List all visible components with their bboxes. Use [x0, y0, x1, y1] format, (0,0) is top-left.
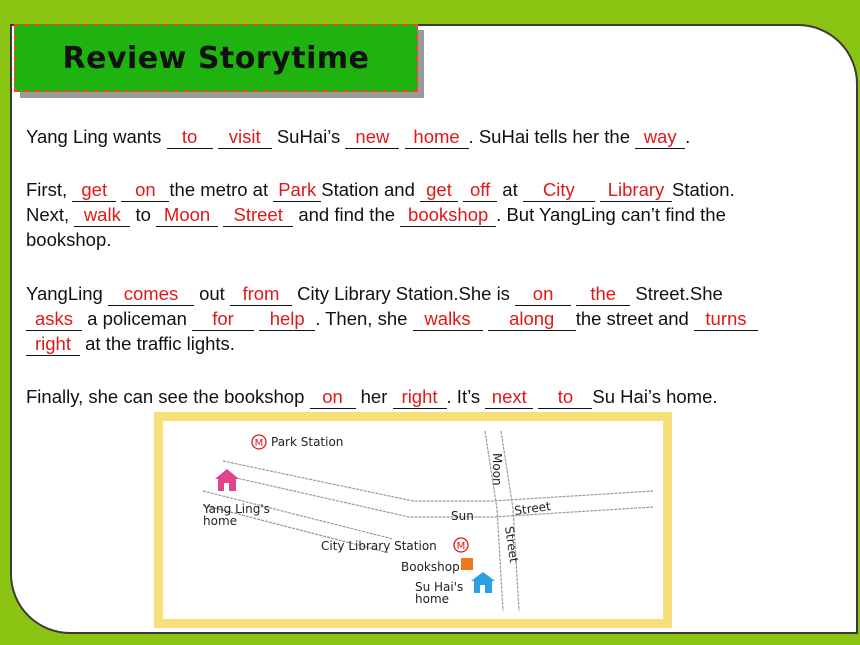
text: the street and: [575, 308, 694, 329]
paragraph-1: [26, 124, 690, 149]
answer-blank: walks: [413, 308, 483, 331]
answer-blank: asks: [26, 308, 82, 331]
house-icon: [215, 469, 239, 491]
text: the metro at: [169, 179, 274, 200]
text: SuHai’s: [271, 126, 346, 147]
answer-blank: new: [345, 126, 399, 149]
text: . Then, she: [315, 308, 413, 329]
answer-blank: get: [420, 179, 458, 202]
text: Street.She: [630, 283, 723, 304]
yang-ling-home-label-2: home: [203, 514, 238, 528]
sun-label: Sun: [451, 509, 474, 523]
park-station-label: Park Station: [271, 435, 344, 449]
page-title: Review Storytime: [62, 40, 370, 76]
map-canvas: [163, 421, 663, 619]
text: out: [193, 283, 230, 304]
house-icon: [471, 572, 495, 593]
map-drawing: [163, 421, 663, 619]
paragraph-4: [26, 384, 718, 409]
sun-street-road-bottom: [223, 475, 653, 517]
text: Yang Ling wants: [26, 126, 167, 147]
answer-blank: home: [405, 126, 469, 149]
yang-ling-home-label-1: Yang Ling's: [203, 502, 270, 516]
answer-blank: bookshop: [400, 204, 496, 227]
bookshop-marker: [461, 558, 473, 570]
text: to: [130, 204, 157, 225]
answer-blank: visit: [218, 126, 272, 149]
svg-text:M: M: [456, 541, 466, 552]
text: . SuHai tells her the: [468, 126, 636, 147]
paragraph-3: [26, 281, 758, 356]
answer-blank: comes: [108, 283, 194, 306]
metro-icon: [252, 435, 266, 449]
text: Station and: [321, 179, 420, 200]
answer-blank: to: [167, 126, 213, 149]
street-map: [154, 412, 672, 628]
text: . But YangLing can’t find the: [496, 204, 726, 225]
answer-blank: help: [259, 308, 315, 331]
svg-text:M: M: [254, 438, 264, 449]
text: . It’s: [446, 386, 486, 407]
answer-blank: turns: [694, 308, 758, 331]
moon-label: Moon: [490, 453, 504, 486]
answer-blank: right: [26, 333, 80, 356]
answer-blank: from: [230, 283, 292, 306]
metro-icon: [454, 538, 468, 552]
text: bookshop.: [26, 229, 112, 250]
answer-blank: Library: [600, 179, 672, 202]
text: Station.: [672, 179, 735, 200]
text: Finally, she can see the bookshop: [26, 386, 310, 407]
text: .: [685, 126, 691, 147]
answer-blank: on: [515, 283, 571, 306]
answer-blank: Park: [273, 179, 321, 202]
paragraph-2: [26, 177, 735, 252]
answer-blank: way: [635, 126, 685, 149]
text: First,: [26, 179, 73, 200]
answer-blank: get: [72, 179, 116, 202]
text: at: [497, 179, 523, 200]
answer-blank: Moon: [156, 204, 218, 227]
sun-street-road-top: [223, 461, 653, 501]
text: City Library Station.She is: [291, 283, 516, 304]
answer-blank: for: [192, 308, 254, 331]
street-label-horizontal: Street: [513, 499, 552, 518]
su-hai-home-label-2: home: [415, 592, 450, 606]
text: Next,: [26, 204, 75, 225]
answer-blank: the: [576, 283, 630, 306]
street-label-vertical: Street: [502, 525, 521, 564]
answer-blank: to: [538, 386, 592, 409]
text: Su Hai’s home.: [592, 386, 718, 407]
answer-blank: on: [121, 179, 169, 202]
answer-blank: along: [488, 308, 576, 331]
text: and find the: [293, 204, 401, 225]
bookshop-label: Bookshop: [401, 560, 460, 574]
answer-blank: next: [485, 386, 533, 409]
text: at the traffic lights.: [80, 333, 235, 354]
text: her: [355, 386, 393, 407]
text: YangLing: [26, 283, 108, 304]
answer-blank: off: [463, 179, 497, 202]
answer-blank: right: [393, 386, 447, 409]
answer-blank: City: [523, 179, 595, 202]
text: a policeman: [82, 308, 193, 329]
su-hai-home-label-1: Su Hai's: [415, 580, 464, 594]
answer-blank: Street: [223, 204, 293, 227]
answer-blank: walk: [74, 204, 130, 227]
city-library-station-label: City Library Station: [321, 539, 437, 553]
answer-blank: on: [310, 386, 356, 409]
title-banner: [14, 24, 418, 92]
